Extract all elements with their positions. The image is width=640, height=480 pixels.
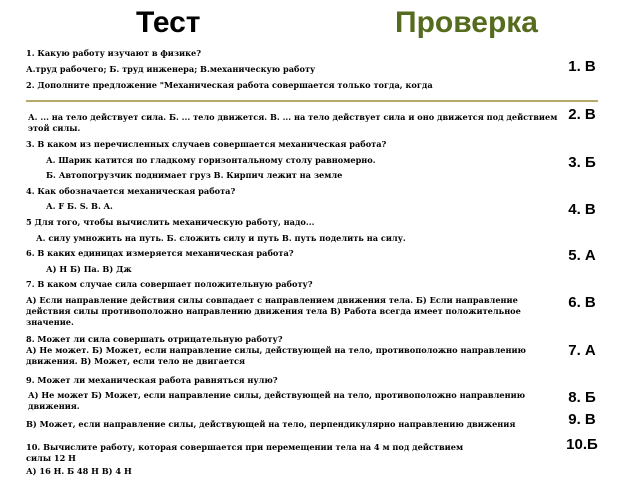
answer-options-2: А. ... на тело действует сила. Б. ... тело движется. В. ... на тело действует сила и оно движется под действием этой силы.	[28, 112, 558, 133]
question-1: 1. Какую работу изучают в физике?	[26, 48, 202, 58]
check-title: Проверка	[395, 6, 538, 39]
answer-key-9: 9. В	[568, 411, 596, 428]
answer-key-8: 8. Б	[568, 389, 596, 406]
question-5: 5 Для того, чтобы вычислить механическую работу, надо...	[26, 217, 315, 227]
answer-key-1: 1. В	[568, 58, 596, 75]
answer-option-3bc: Б. Автопогрузчик поднимает груз В. Кирпич лежит на земле	[46, 170, 343, 180]
answer-options-9: А) Не может Б) Может, если направление силы, действующей на тело, противоположно направлению движения.	[28, 390, 526, 411]
test-title: Тест	[136, 6, 201, 39]
answer-options-7: А) Если направление действия силы совпадает с направлением движения тела. Б) Если направление действия силы противоположно направлению движения тела В) Работа всегда имеет положительное значение.	[26, 295, 521, 327]
question-9: 9. Может ли механическая работа равняться нулю?	[26, 375, 278, 385]
answer-key-7: 7. А	[568, 342, 596, 359]
question-6: 6. В каких единицах измеряется механическая работа?	[26, 248, 294, 258]
question-4: 4. Как обозначается механическая работа?	[26, 186, 236, 196]
question-10: 10. Вычислите работу, которая совершается при перемещении тела на 4 м под действием силы 12 Н	[26, 442, 464, 463]
question-8: 8. Может ли сила совершать отрицательную работу?	[26, 334, 283, 344]
question-2: 2. Дополните предложение "Механическая работа совершается только тогда, когда	[26, 80, 433, 90]
answer-option-9c: В) Может, если направление силы, действующей на тело, перпендикулярно направлению движения	[26, 419, 516, 429]
answer-options-5: А. силу умножить на путь. Б. сложить силу и путь В. путь поделить на силу.	[36, 233, 406, 243]
question-3: 3. В каком из перечисленных случаев совершается механическая работа?	[26, 139, 387, 149]
answer-key-4: 4. В	[568, 201, 596, 218]
answer-options-6: А) Н Б) Па. В) Дж	[46, 264, 132, 274]
answer-key-6: 6. В	[568, 294, 596, 311]
answer-options-4: А. F Б. S. В. A.	[46, 201, 113, 211]
answer-options-10: А) 16 Н. Б 48 Н В) 4 Н	[26, 466, 132, 476]
answer-option-3a: А. Шарик катится по гладкому горизонтальному столу равномерно.	[46, 155, 376, 165]
answer-key-5: 5. А	[568, 247, 596, 264]
question-7: 7. В каком случае сила совершает положительную работу?	[26, 279, 313, 289]
answer-options-1: А.труд рабочего; Б. труд инженера; В.механическую работу	[26, 64, 316, 74]
answer-key-3: 3. Б	[568, 154, 596, 171]
answer-key-2: 2. В	[568, 106, 596, 123]
divider-line	[26, 100, 598, 102]
answer-key-10: 10.Б	[566, 436, 598, 453]
answer-options-8: А) Не может. Б) Может, если направление силы, действующей на тело, противоположно направлению движения. В) Может, если тело не двигается	[26, 345, 526, 366]
